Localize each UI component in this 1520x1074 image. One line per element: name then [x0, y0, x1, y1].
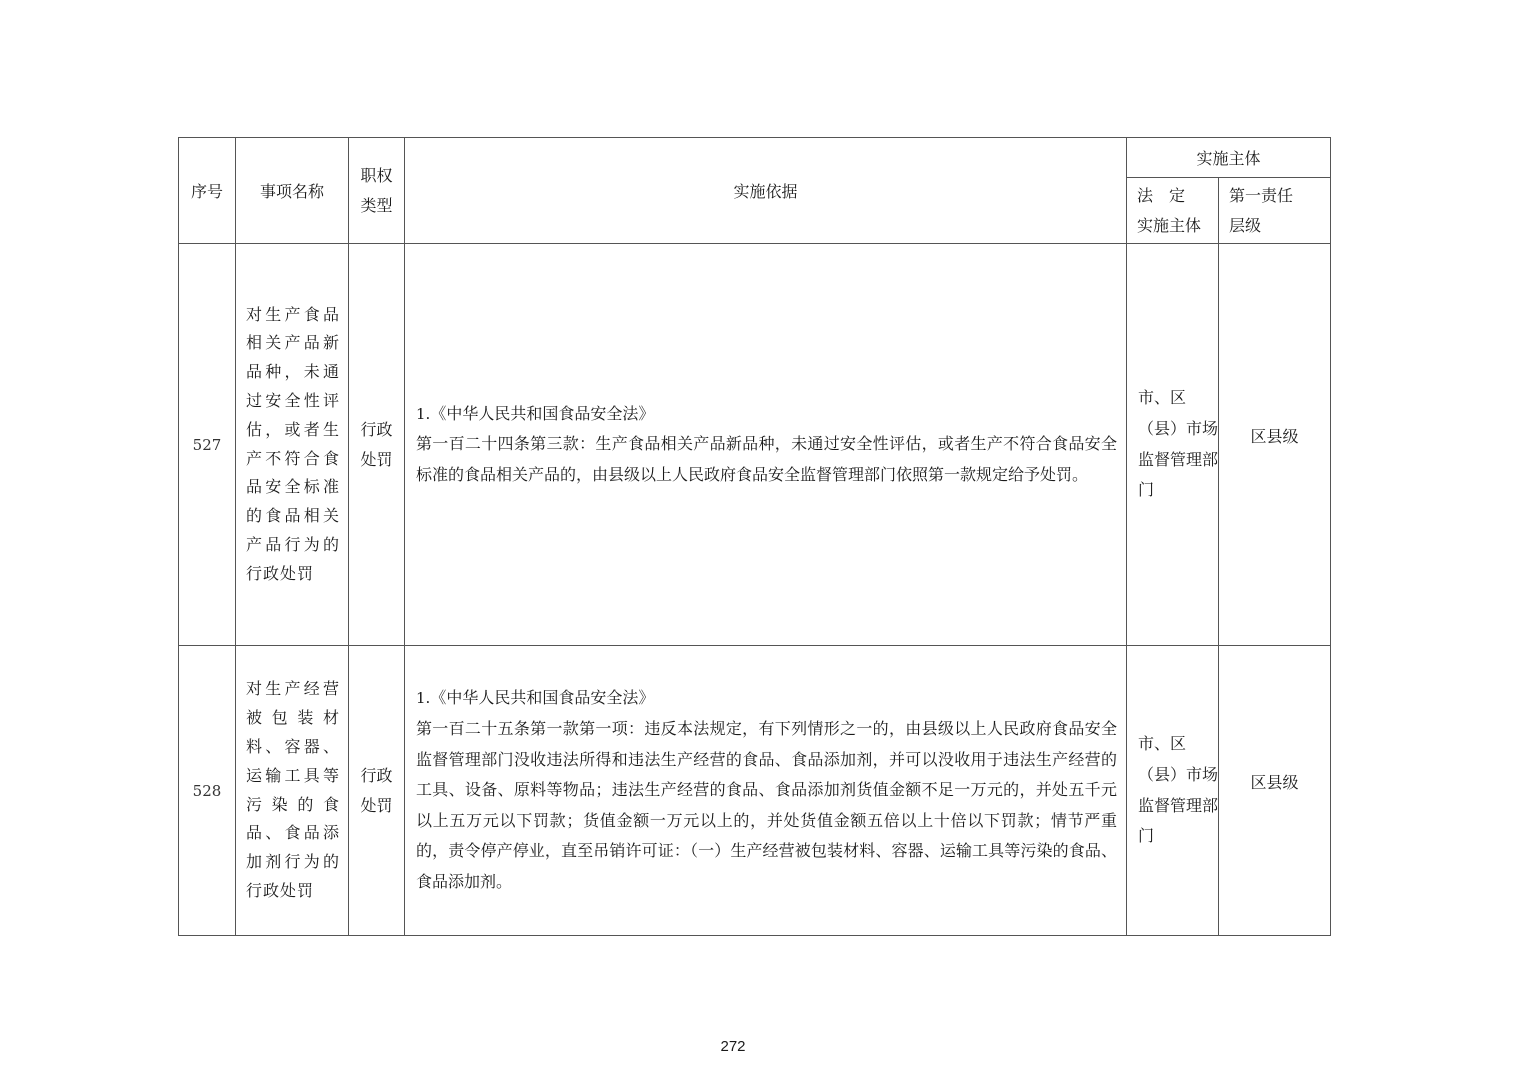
header-power-type-line1: 职权: [360, 165, 393, 185]
row-seq: 528: [179, 646, 236, 936]
row-basis-text: 第一百二十五条第一款第一项：违反本法规定，有下列情形之一的，由县级以上人民政府食品安全监督管理部门没收违法所得和违法生产经营的食品、食品添加剂，并可以没收用于违法生产经营的工具、设备、原料等物品；违法生产经营的食品、食品添加剂货值金额不足一万元的，并处五千元以上五万元以下罚款；货值金额一万元以上的，并处货值金额五倍以上十倍以下罚款；情节严重的，责令停产停业，直至吊销许可证：（一）生产经营被包装材料、容器、运输工具等污染的食品、食品添加剂。: [416, 719, 1117, 891]
header-legal-entity-line2: 实施主体: [1137, 215, 1202, 235]
header-power-type: [349, 138, 405, 244]
header-entity-group: 实施主体: [1127, 138, 1331, 178]
row-power-type-line1: 行政: [360, 765, 393, 785]
row-item-name: 对生产经营被包装材料、容器、运输工具等污染的食品、食品添加剂行为的行政处罚: [236, 646, 349, 936]
row-basis-text: 第一百二十四条第三款：生产食品相关产品新品种，未通过安全性评估，或者生产不符合食品安全标准的食品相关产品的，由县级以上人民政府食品安全监督管理部门依照第一款规定给予处罚。: [416, 434, 1117, 484]
header-item-name: 事项名称: [236, 138, 349, 244]
row-basis-law-title: [416, 683, 1117, 714]
row-power-type: [349, 646, 405, 936]
row-level: 区县级: [1219, 646, 1331, 936]
header-first-level-line1: 第一责任: [1229, 185, 1294, 205]
header-legal-entity-line1: 法 定: [1137, 185, 1186, 205]
row-power-type: [349, 244, 405, 646]
row-basis-number: 1.: [416, 404, 431, 423]
header-first-level-line2: 层级: [1229, 215, 1262, 235]
administrative-penalty-table: [178, 137, 1331, 936]
row-basis-law-title: [416, 399, 1117, 430]
row-basis-number: 1.: [416, 689, 431, 708]
row-power-type-line2: 处罚: [360, 449, 393, 469]
header-legal-entity: [1127, 178, 1219, 244]
row-authority: 市、区（县）市场监督管理部门: [1127, 244, 1219, 646]
row-basis-title-text: 《中华人民共和国食品安全法》: [430, 688, 655, 708]
row-power-type-line2: 处罚: [360, 795, 393, 815]
table-row: [179, 244, 1331, 646]
row-basis: [405, 646, 1127, 936]
row-authority: 市、区（县）市场监督管理部门: [1127, 646, 1219, 936]
header-seq: 序号: [179, 138, 236, 244]
header-basis: 实施依据: [405, 138, 1127, 244]
row-basis-title-text: 《中华人民共和国食品安全法》: [430, 403, 655, 423]
page-number: 272: [720, 1038, 746, 1055]
row-level: 区县级: [1219, 244, 1331, 646]
row-power-type-line1: 行政: [360, 419, 393, 439]
row-item-name: 对生产食品相关产品新品种，未通过安全性评估，或者生产不符合食品安全标准的食品相关产品行为的行政处罚: [236, 244, 349, 646]
row-seq: 527: [179, 244, 236, 646]
table-row: [179, 646, 1331, 936]
header-first-level: [1219, 178, 1331, 244]
row-basis: [405, 244, 1127, 646]
header-power-type-line2: 类型: [360, 195, 393, 215]
